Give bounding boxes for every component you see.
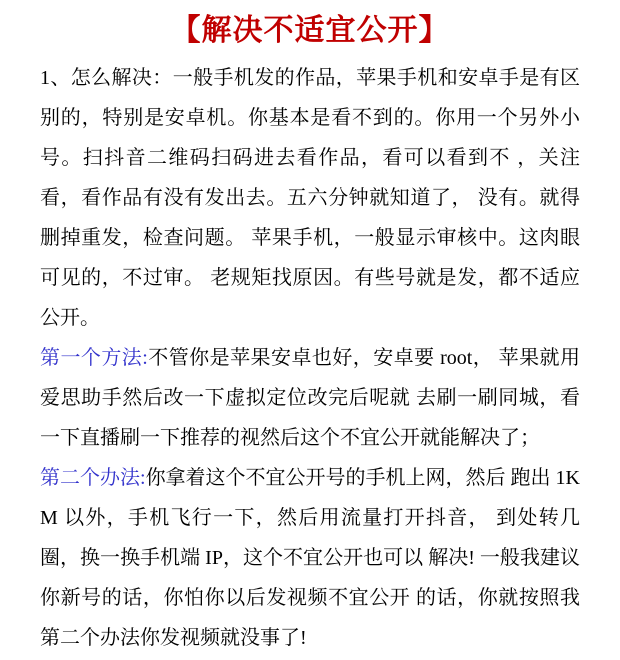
paragraph-text: 你拿着这个不宜公开号的手机上网，然后 跑出 1KM 以外，手机飞行一下，然后用流量打开抖音， 到处转几圈，换一换手机端 IP，这个不宜公开也可以 解决! 一般我建议你新号的话，你怕你以后发视频不宜公开 的话，你就按照我第二个办法你发视频就没事了! xyxy=(40,467,581,649)
method-1-label: 第一个方法: xyxy=(40,347,148,369)
document-title: 【解决不适宜公开】 xyxy=(170,14,450,47)
paragraph-method-2 xyxy=(40,458,580,658)
paragraph-text: 1、怎么解决：一般手机发的作品，苹果手机和安卓手是有区别的，特别是安卓机。你基本是看不到的。你用一个另外小号。扫抖音二维码扫码进去看作品，看可以看到不 ，关注看，看作品有没有发出去。五六分钟就知道了， 没有。就得删掉重发，检查问题。 苹果手机，一般显示审核中。这肉眼可见的，不过审。 老规矩找原因。有些号就是发，都不适应公开。 xyxy=(40,67,580,329)
document-body xyxy=(0,54,620,658)
paragraph-method-1 xyxy=(40,338,580,458)
method-2-label: 第二个办法: xyxy=(40,467,146,489)
paragraph-how-to-solve xyxy=(40,58,580,338)
paragraph-text: 不管你是苹果安卓也好，安卓要 root， 苹果就用爱思助手然后改一下虚拟定位改完后呢就 去刷一刷同城，看一下直播刷一下推荐的视然后这个不宜公开就能解决了； xyxy=(40,347,581,449)
